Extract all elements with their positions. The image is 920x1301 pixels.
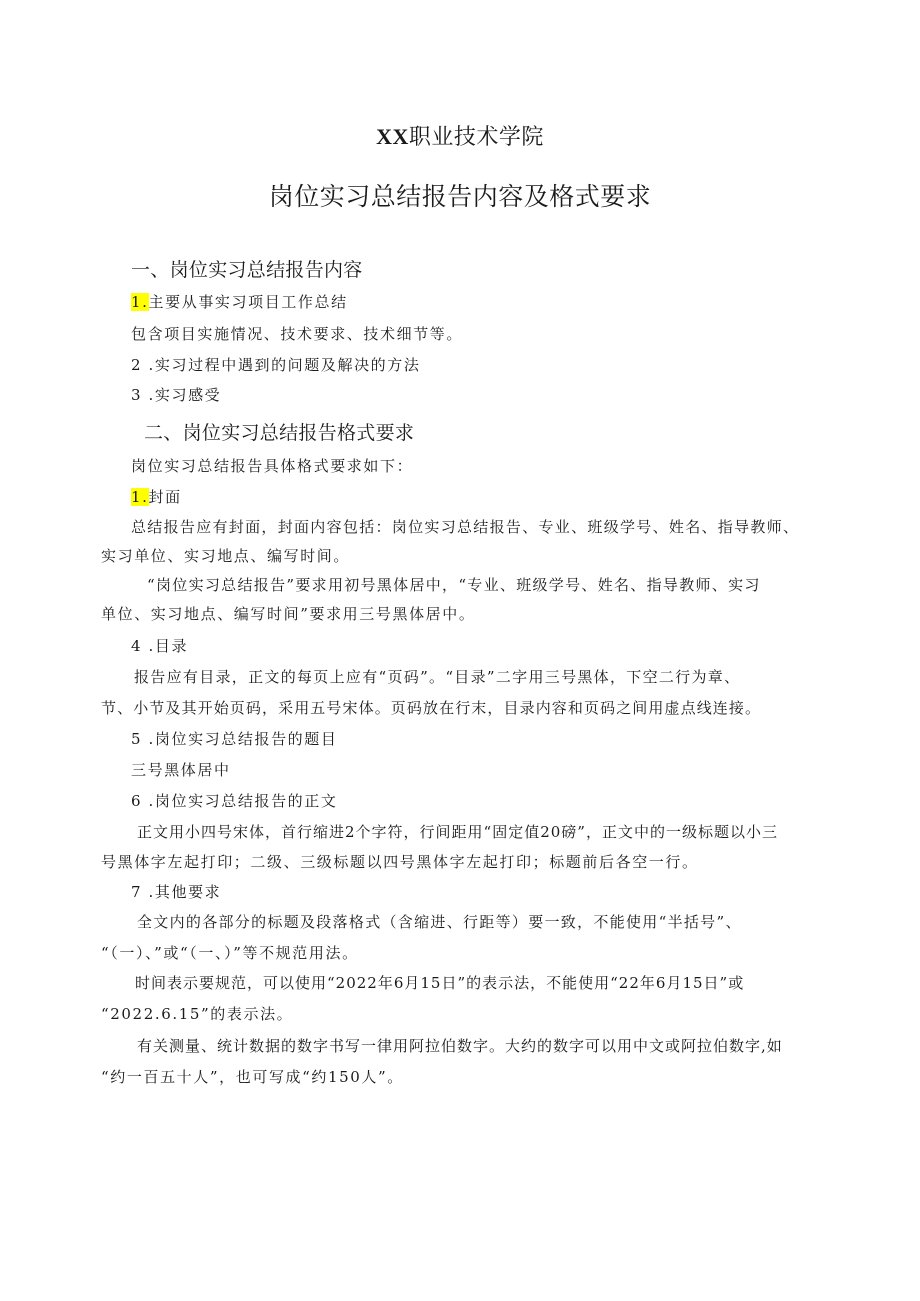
section1-heading: 一、岗位实习总结报告内容 bbox=[131, 259, 363, 281]
other-paragraph1-line2: “（一）、”或“（一、）”等不规范用法。 bbox=[101, 944, 359, 962]
other-paragraph3-line2: “约一百五十人”，也可写成“约150人”。 bbox=[101, 1068, 404, 1086]
toc-paragraph-line1: 报告应有目录，正文的每页上应有“页码”。“目录”二字用三号黑体，下空二行为章、 bbox=[134, 668, 741, 686]
toc-heading: 4 .目录 bbox=[131, 637, 189, 655]
section1-item2: 2 .实习过程中遇到的问题及解决的方法 bbox=[131, 356, 421, 374]
school-name bbox=[0, 122, 920, 153]
cover-paragraph1-line2: 实习单位、实习地点、编写时间。 bbox=[101, 547, 351, 565]
section2-heading: 二、岗位实习总结报告格式要求 bbox=[144, 422, 415, 444]
section1-item3: 3 .实习感受 bbox=[131, 386, 222, 404]
other-paragraph3-line1: 有关测量、统计数据的数字书写一律用阿拉伯数字。大约的数字可以用中文或阿拉伯数字,如 bbox=[137, 1037, 783, 1055]
cover-paragraph2-line2: 单位、实习地点、编写时间”要求用三号黑体居中。 bbox=[101, 605, 476, 623]
toc-paragraph-line2: 节、小节及其开始页码，采用五号宋体。页码放在行末，目录内容和页码之间用虚点线连接。 bbox=[101, 699, 762, 717]
cover-paragraph1-line1: 总结报告应有封面，封面内容包括：岗位实习总结报告、专业、班级学号、姓名、指导教师、 bbox=[131, 518, 800, 536]
section2-intro: 岗位实习总结报告具体格式要求如下： bbox=[131, 457, 414, 475]
report-body-paragraph-line2: 号黑体字左起打印；二级、三级标题以四号黑体字左起打印；标题前后各空一行。 bbox=[101, 853, 699, 871]
other-requirements-heading: 7 .其他要求 bbox=[131, 883, 222, 901]
cover-heading bbox=[131, 487, 182, 507]
document-title: 岗位实习总结报告内容及格式要求 bbox=[268, 182, 652, 211]
section1-item1-text: 主要从事实习项目工作总结 bbox=[148, 293, 348, 311]
report-body-paragraph-line1: 正文用小四号宋体，首行缩进2个字符，行间距用“固定值20磅”，正文中的一级标题以小三 bbox=[137, 823, 778, 841]
other-paragraph2-line1: 时间表示要规范，可以使用“2022年6月15日”的表示法，不能使用“22年6月15日”或 bbox=[135, 974, 745, 992]
report-body-heading: 6 .岗位实习总结报告的正文 bbox=[131, 792, 338, 810]
section1-item1 bbox=[131, 292, 348, 312]
other-paragraph2-line2: “2022.6.15”的表示法。 bbox=[101, 1005, 294, 1023]
school-name-prefix: XX bbox=[376, 124, 409, 149]
cover-label: 封面 bbox=[148, 488, 182, 506]
report-title-paragraph: 三号黑体居中 bbox=[131, 761, 231, 779]
section1-item1-number: 1. bbox=[131, 293, 149, 311]
report-title-heading: 5 .岗位实习总结报告的题目 bbox=[131, 730, 338, 748]
cover-paragraph2-line1: “岗位实习总结报告”要求用初号黑体居中，“专业、班级学号、姓名、指导教师、实习 bbox=[147, 576, 761, 594]
other-paragraph1-line1: 全文内的各部分的标题及段落格式（含缩进、行距等）要一致，不能使用“半括号”、 bbox=[137, 913, 742, 931]
section1-item1-desc: 包含项目实施情况、技术要求、技术细节等。 bbox=[131, 325, 464, 343]
school-name-text: 职业技术学院 bbox=[408, 125, 544, 150]
cover-number: 1. bbox=[131, 488, 149, 506]
